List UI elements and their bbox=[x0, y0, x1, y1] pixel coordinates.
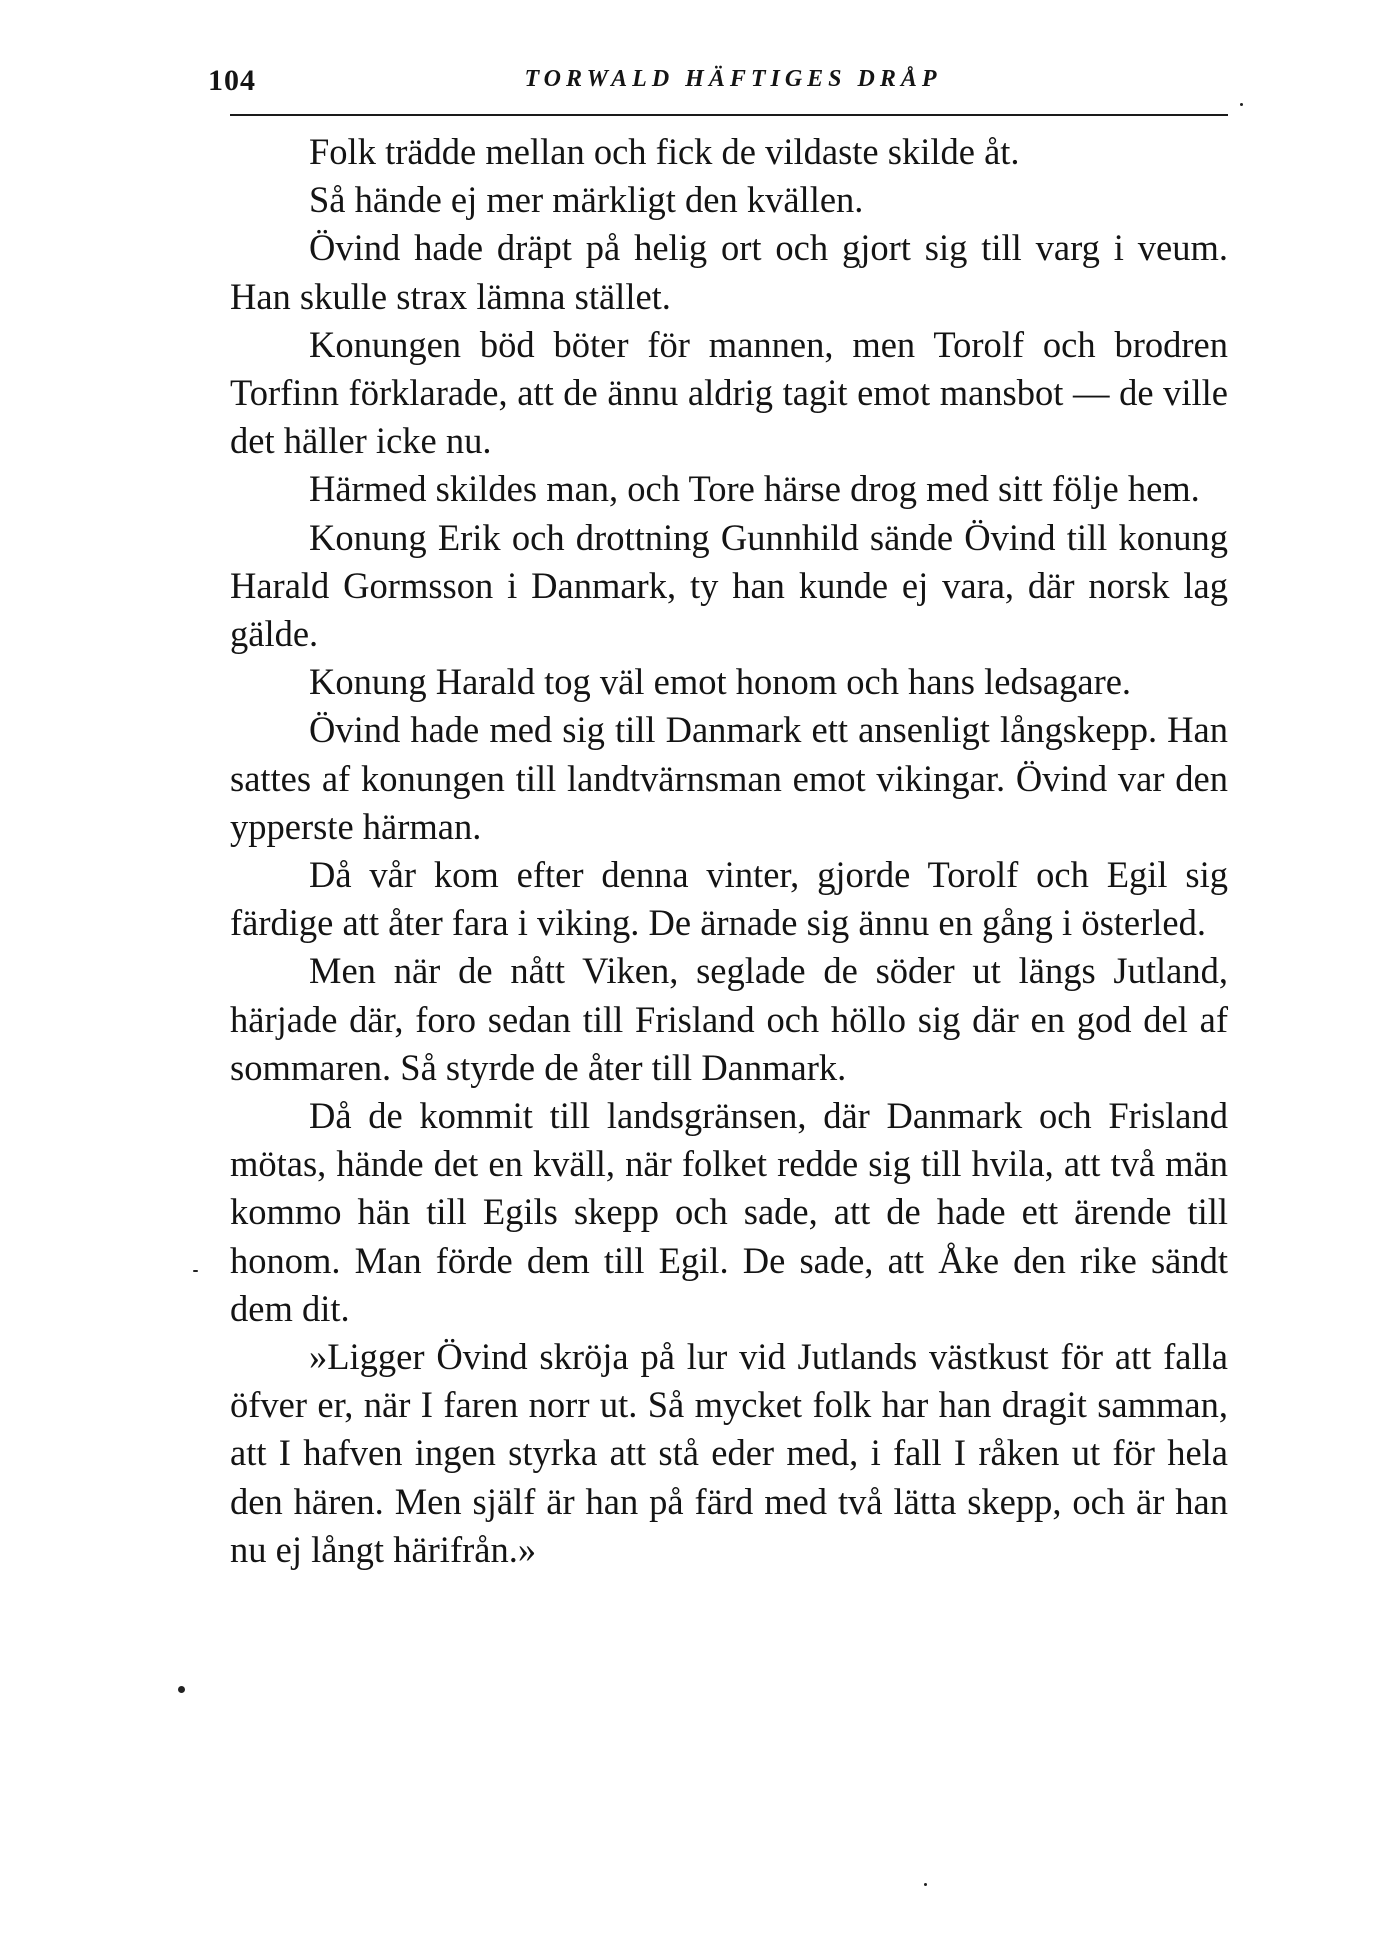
paragraph-2: Så hände ej mer märkligt den kvällen. bbox=[309, 179, 864, 221]
paragraph-8: Övind hade med sig till Danmark ett ansenligt långskepp. Han sattes af konungen till landtvärnsman emot vikingar. Övind var den ypperste härman. bbox=[230, 709, 1228, 847]
print-speck bbox=[1240, 103, 1243, 106]
page-number: 104 bbox=[208, 64, 256, 97]
paragraph-6: Konung Erik och drottning Gunnhild sände Övind till konung Harald Gormsson i Danmark, ty han kunde ej vara, där norsk lag gälde. bbox=[230, 516, 1228, 655]
header-rule bbox=[230, 114, 1228, 116]
paragraph-5: Härmed skildes man, och Tore härse drog med sitt följe hem. bbox=[309, 468, 1200, 510]
running-title: TORWALD HÄFTIGES DRÅP bbox=[524, 66, 942, 92]
body-text bbox=[230, 128, 1228, 1574]
paragraph-11: Då de kommit till landsgränsen, där Danmark och Frisland mötas, hände det en kväll, när folket redde sig till hvila, att två män kommo hän till Egils skepp och sade, att de hade ett ärende till honom. Man förde dem till Egil. De sade, att Åke den rike sändt dem dit. bbox=[230, 1095, 1228, 1329]
paragraph-12: »Ligger Övind skröja på lur vid Jutlands västkust för att falla öfver er, när I faren norr ut. Så mycket folk har han dragit samman, att I hafven ingen styrka att stå eder med, i fall I råken ut för hela den hären. Men själf är han på färd med två lätta skepp, och är han nu ej långt härifrån.» bbox=[230, 1336, 1228, 1570]
paragraph-3: Övind hade dräpt på helig ort och gjort sig till varg i veum. Han skulle strax lämna stället. bbox=[230, 227, 1228, 317]
paragraph-4: Konungen böd böter för mannen, men Torolf och brodren Torfinn förklarade, att de ännu aldrig tagit emot mansbot — de ville det häller icke nu. bbox=[230, 323, 1228, 462]
print-speck bbox=[178, 1686, 185, 1693]
paragraph-10: Men när de nått Viken, seglade de söder ut längs Jutland, härjade där, foro sedan till Frisland och höllo sig där en god del af sommaren. Så styrde de åter till Danmark. bbox=[230, 950, 1228, 1088]
print-speck bbox=[924, 1883, 927, 1886]
paragraph-1: Folk trädde mellan och fick de vildaste skilde åt. bbox=[309, 131, 1020, 172]
running-head bbox=[208, 62, 1228, 102]
print-speck bbox=[193, 1270, 198, 1272]
paragraph-7: Konung Harald tog väl emot honom och hans ledsagare. bbox=[309, 661, 1132, 703]
paragraph-9: Då vår kom efter denna vinter, gjorde Torolf och Egil sig färdige att åter fara i viking. De ärnade sig ännu en gång i österled. bbox=[230, 854, 1228, 944]
